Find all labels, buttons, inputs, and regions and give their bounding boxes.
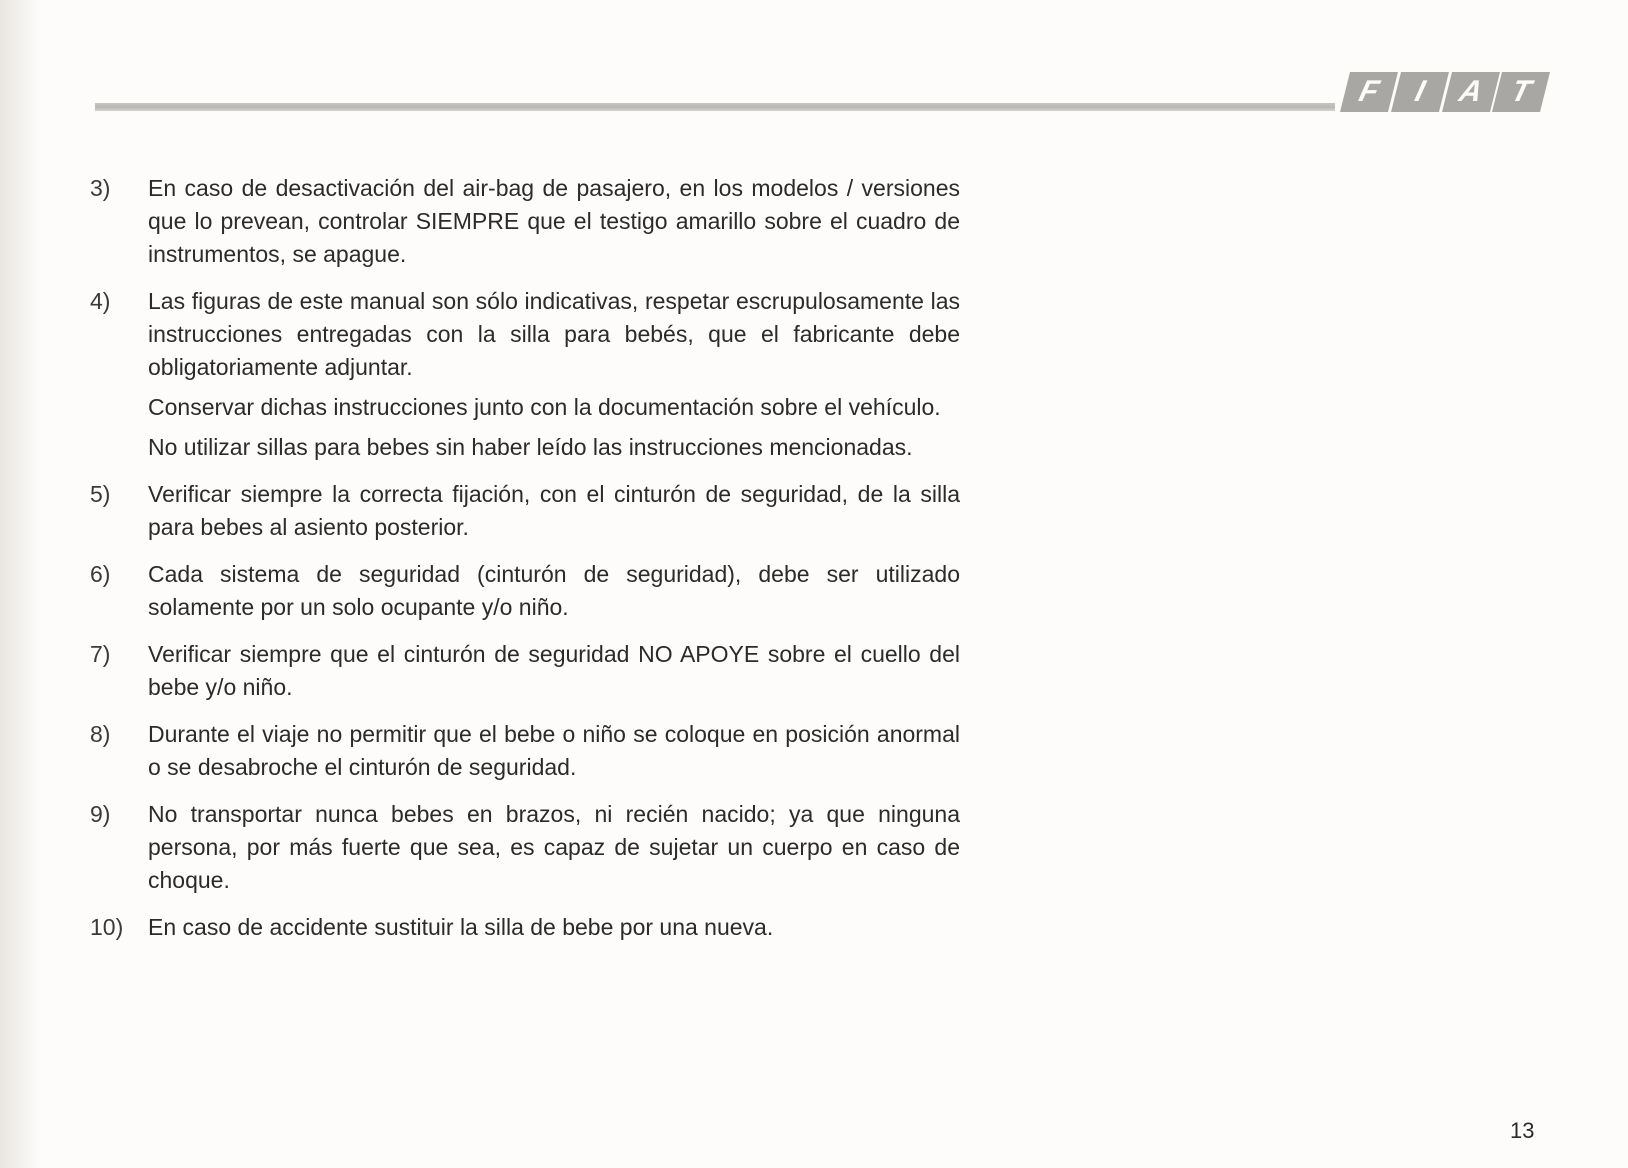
header-rule: [95, 103, 1335, 111]
item-text: Conservar dichas instrucciones junto con la documentación sobre el vehículo.: [148, 394, 941, 420]
list-item-10: [90, 911, 960, 951]
item-number: 7): [90, 641, 111, 667]
list-item-6: [90, 558, 960, 631]
item-number: 9): [90, 801, 111, 827]
list-item-9: [90, 798, 960, 904]
list-item-3: [90, 172, 960, 278]
item-number: 8): [90, 721, 111, 747]
numbered-list: [90, 172, 960, 958]
logo-letter: F: [1340, 72, 1398, 112]
item-text: No transportar nunca bebes en brazos, ni recién nacido; ya que ninguna persona, por más fuerte que sea, es capaz de sujetar un cuerpo en caso de choque.: [148, 801, 960, 893]
item-text: Durante el viaje no permitir que el bebe o niño se coloque en posición anormal o se desabroche el cinturón de seguridad.: [148, 721, 960, 780]
item-number: 3): [90, 175, 111, 201]
logo-letter: A: [1442, 72, 1500, 112]
list-item-7: [90, 638, 960, 711]
item-text: Cada sistema de seguridad (cinturón de seguridad), debe ser utilizado solamente por un solo ocupante y/o niño.: [148, 561, 960, 620]
item-number: 10): [90, 914, 124, 940]
page-edge-shadow: [0, 0, 40, 1168]
list-item-8: [90, 718, 960, 791]
item-text: Las figuras de este manual son sólo indicativas, respetar escrupulosamente las instrucciones entregadas con la silla para bebés, que el fabricante debe obligatoriamente adjuntar.: [148, 288, 960, 380]
item-number: 4): [90, 288, 111, 314]
item-text: Verificar siempre la correcta fijación, con el cinturón de seguridad, de la silla para bebes al asiento posterior.: [148, 481, 960, 540]
item-text: En caso de accidente sustituir la silla de bebe por una nueva.: [148, 914, 774, 940]
item-number: 5): [90, 481, 111, 507]
logo-letter: I: [1391, 72, 1449, 112]
item-number: 6): [90, 561, 111, 587]
item-text: No utilizar sillas para bebes sin haber leído las instrucciones mencionadas.: [148, 434, 913, 460]
logo-letter: T: [1492, 72, 1550, 112]
item-text: Verificar siempre que el cinturón de seguridad NO APOYE sobre el cuello del bebe y/o niño.: [148, 641, 960, 700]
page-number: 13: [1510, 1118, 1535, 1143]
list-item-5: [90, 478, 960, 551]
fiat-logo: [1345, 72, 1545, 112]
item-text: En caso de desactivación del air-bag de pasajero, en los modelos / versiones que lo prevean, controlar SIEMPRE que el testigo amarillo sobre el cuadro de instrumentos, se apague.: [148, 175, 960, 267]
list-item-4: [90, 285, 960, 471]
